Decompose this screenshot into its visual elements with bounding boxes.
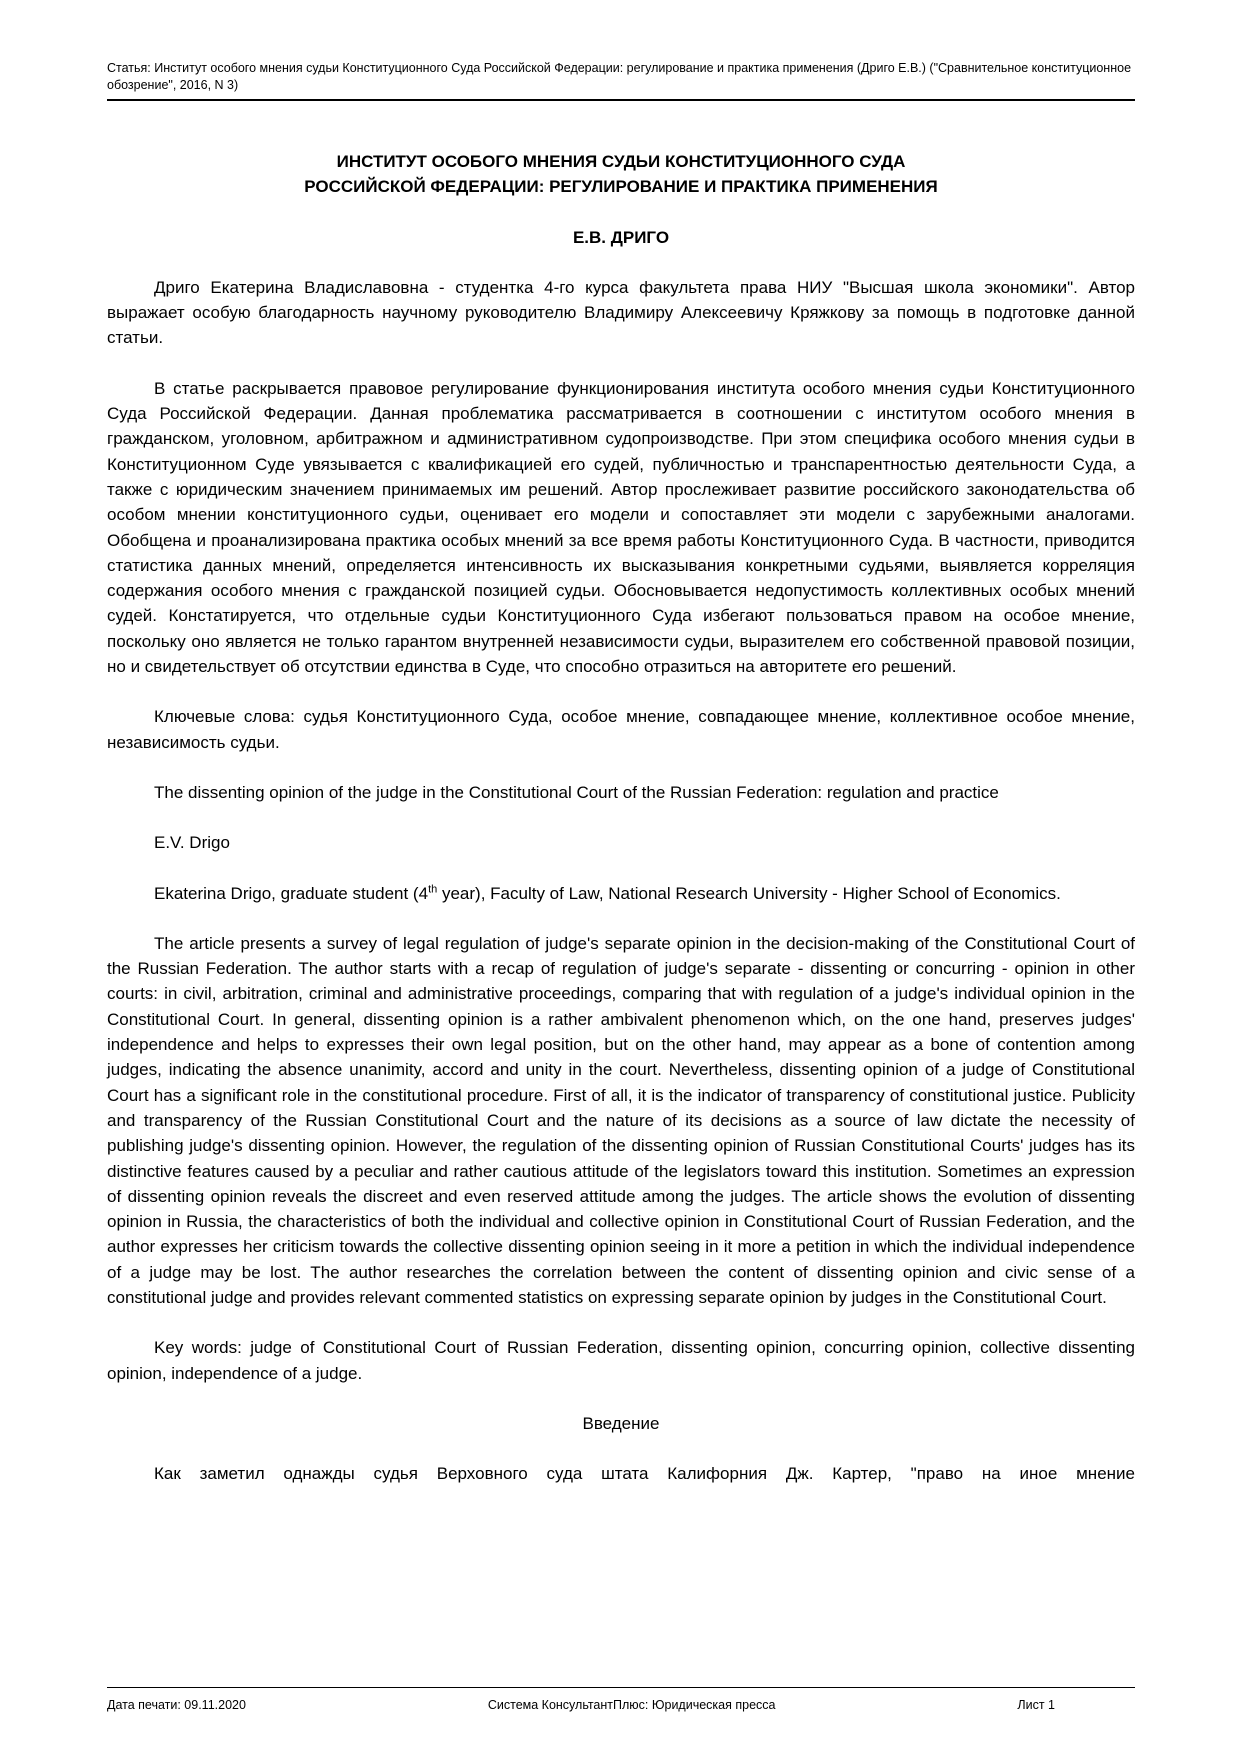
header-divider: [107, 99, 1135, 101]
author-name-ru: Е.В. ДРИГО: [572, 227, 670, 247]
abstract-paragraph-ru: В статье раскрывается правовое регулирование функционирования института особого мнения судьи Конституционного Суда Российской Федерации. Данная проблематика рассматривается в соотношении с институтом особого мнения в гражданском, уголовном, арбитражном и административном судопроизводстве. При этом специфика особого мнения судьи в Конституционном Суде увязывается с квалификацией его судей, публичностью и транспарентностью деятельности Суда, а также с юридическим значением принимаемых им решений. Автор прослеживает развитие российского законодательства об особом мнении конституционного судьи, оценивает его модели и сопоставляет эти модели с зарубежными аналогами. Обобщена и проанализирована практика особых мнений за все время работы Конституционного Суда. В частности, приводится статистика данных мнений, определяется интенсивность их высказывания конкретными судьями, выявляется корреляция содержания особого мнения с гражданской позицией судьи. Обосновывается недопустимость коллективных особых мнений судей. Констатируется, что отдельные судьи Конституционного Суда избегают пользоваться правом на особое мнение, поскольку оно является не только гарантом внутренней независимости судьи, выразителем его собственной правовой позиции, но и свидетельствует об отсутствии единства в Суде, что способно отразиться на авторитете его решений.: [107, 378, 1135, 677]
article-title-en: The dissenting opinion of the judge in the Constitutional Court of the Russian Federation: regulation and practice: [154, 782, 999, 802]
keywords-paragraph-en: Key words: judge of Constitutional Court of Russian Federation, dissenting opinion, concurring opinion, collective dissenting opinion, independence of a judge.: [107, 1338, 1135, 1383]
footer-system-name: Система КонсультантПлюс: Юридическая пресса: [487, 1698, 776, 1712]
article-body: [107, 149, 1135, 1486]
page-footer: [107, 1687, 1135, 1713]
affiliation-paragraph-ru: Дриго Екатерина Владиславовна - студентка 4-го курса факультета права НИУ "Высшая школа экономики". Автор выражает особую благодарность научному руководителю Владимиру Алексеевичу Кряжкову за помощь в подготовке данной статьи.: [107, 277, 1135, 348]
keywords-paragraph-ru: Ключевые слова: судья Конституционного Суда, особое мнение, совпадающее мнение, коллективное особое мнение, независимость судьи.: [107, 707, 1135, 752]
article-title-line1: ИНСТИТУТ ОСОБОГО МНЕНИЯ СУДЬИ КОНСТИТУЦИОННОГО СУДА: [336, 152, 906, 171]
section-heading-introduction: Введение: [582, 1413, 660, 1433]
author-name-en: E.V. Drigo: [154, 833, 230, 853]
affiliation-en-text-cont: year), Faculty of Law, National Research University - Higher School of Economics.: [437, 883, 1061, 903]
article-title-line2: РОССИЙСКОЙ ФЕДЕРАЦИИ: РЕГУЛИРОВАНИЕ И ПРАКТИКА ПРИМЕНЕНИЯ: [304, 177, 938, 197]
ordinal-superscript: th: [428, 882, 438, 895]
page-header: [107, 0, 1135, 101]
article-title: [107, 149, 1135, 200]
abstract-paragraph-en: The article presents a survey of legal regulation of judge's separate opinion in the decision-making of the Constitutional Court of the Russian Federation. The author starts with a recap of regulation of judge's separate - dissenting or concurring - opinion in other courts: in civil, arbitration, criminal and administrative proceedings, comparing that with regulation of a judge's individual opinion in the Constitutional Court. In general, dissenting opinion is a rather ambivalent phenomenon which, on the one hand, preserves judges' independence and helps to expresses their own legal position, but on the other hand, may appear as a bone of contention among judges, indicating the absence unanimity, accord and unity in the court. Nevertheless, dissenting opinion of a judge of Constitutional Court has a significant role in the constitutional procedure. First of all, it is the indicator of transparency of constitutional justice. Publicity and transparency of the Russian Constitutional Court and the nature of its decisions as a source of law dictate the necessity of publishing judge's dissenting opinion. However, the regulation of the dissenting opinion of Russian Constitutional Courts' judges has its distinctive features caused by a peculiar and rather cautious attitude of the legislators toward this institution. Sometimes an expression of dissenting opinion reveals the discreet and even reserved attitude among the judges. The article shows the evolution of dissenting opinion in Russia, the characteristics of both the individual and collective opinion in Constitutional Court of Russian Federation, and the author expresses her criticism towards the collective dissenting opinion seeing in it more a petition in which the individual independence of a judge may be lost. The author researches the correlation between the content of dissenting opinion and civic sense of a constitutional judge and provides relevant commented statistics on expressing separate opinion by judges in the Constitutional Court.: [107, 933, 1135, 1307]
footer-print-date: Дата печати: 09.11.2020: [107, 1698, 246, 1712]
affiliation-paragraph-en: [107, 881, 1135, 906]
page-content-area: [107, 0, 1135, 1486]
footer-sheet-number: Лист 1: [1017, 1698, 1055, 1712]
affiliation-en-text: Ekaterina Drigo, graduate student (4: [154, 883, 429, 903]
introduction-first-paragraph: Как заметил однажды судья Верховного суда штата Калифорния Дж. Картер, "право на иное мнение: [154, 1464, 1135, 1484]
document-reference: Статья: Институт особого мнения судьи Конституционного Суда Российской Федерации: регулирование и практика применения (Дриго Е.В.) ("Сравнительное конституционное обозрение", 2016, N 3): [107, 61, 1132, 92]
